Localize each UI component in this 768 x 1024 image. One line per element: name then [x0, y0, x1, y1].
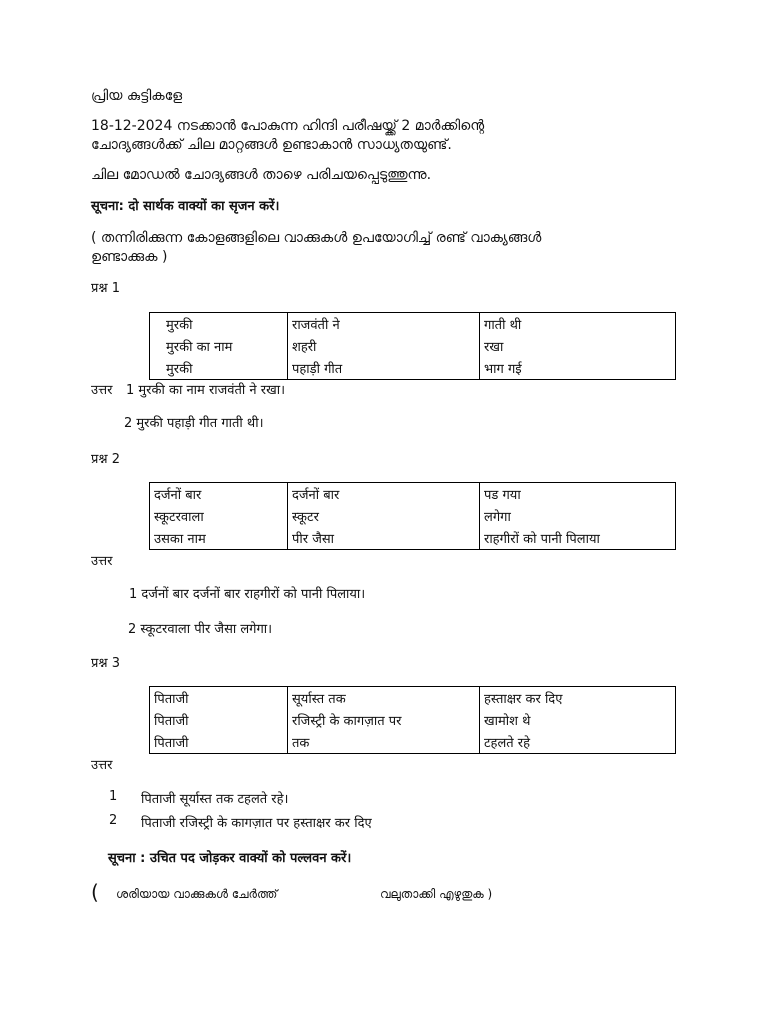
question-3-label: प्रश्न 3 — [91, 656, 120, 671]
table-cell: दर्जनों बार — [150, 483, 288, 506]
table-row — [150, 335, 676, 357]
table-row — [150, 731, 676, 754]
question-3-answer-2: पिताजी रजिस्ट्री के कागज़ात पर हस्ताक्षर कर दिए — [141, 816, 372, 831]
table-cell: पीर जैसा — [288, 527, 480, 550]
table-cell: उसका नाम — [150, 527, 288, 550]
table-cell: गाती थी — [480, 313, 676, 336]
question-1-answer-label: उत्तर — [91, 383, 113, 398]
table-cell: लगेगा — [480, 505, 676, 527]
table-cell: भाग गई — [480, 357, 676, 380]
table-cell: शहरी — [288, 335, 480, 357]
question-1-label: प्रश्न 1 — [91, 281, 120, 296]
table-cell: रखा — [480, 335, 676, 357]
instruction-ml-line-1: ( തന്നിരിക്കുന്ന കോളങ്ങളിലെ വാക്കുകൾ ഉപയോഗിച്ച് രണ്ട് വാക്യങ്ങൾ — [91, 230, 542, 246]
table-cell: पड गया — [480, 483, 676, 506]
table-cell: सूर्यास्त तक — [288, 687, 480, 710]
instruction-heading: सूचना: दो सार्थक वाक्यों का सृजन करें। — [91, 199, 280, 214]
greeting: പ്രിയ കുട്ടികളേ — [91, 88, 183, 104]
table-cell: राजवंती ने — [288, 313, 480, 336]
table-row — [150, 709, 676, 731]
table-row — [150, 527, 676, 550]
question-1-answer-1: 1 मुरकी का नाम राजवंती ने रखा। — [126, 383, 286, 398]
table-cell: खामोश थे — [480, 709, 676, 731]
table-cell: हस्ताक्षर कर दिए — [480, 687, 676, 710]
table-cell: रजिस्ट्री के कागज़ात पर — [288, 709, 480, 731]
intro-line-3: ചില മോഡൽ ചോദ്യങ്ങൾ താഴെ പരിചയപ്പെടുത്തുന്നു. — [91, 167, 432, 183]
table-cell: मुरकी — [150, 313, 288, 336]
table-cell: राहगीरों को पानी पिलाया — [480, 527, 676, 550]
table-cell: टहलते रहे — [480, 731, 676, 754]
question-1-answer-2: 2 मुरकी पहाड़ी गीत गाती थी। — [124, 416, 264, 431]
instruction-ml-line-2: ഉണ്ടാക്കുക ) — [91, 249, 168, 265]
question-3-table — [149, 686, 676, 754]
question-3-answer-label: उत्तर — [91, 758, 113, 773]
table-cell: स्कूटर — [288, 505, 480, 527]
question-2-answer-1: 1 दर्जनों बार दर्जनों बार राहगीरों को पानी पिलाया। — [129, 587, 366, 602]
footer-open-paren: ( — [91, 880, 99, 904]
intro-line-1: 18-12-2024 നടക്കാൻ പോകുന്ന ഹിന്ദി പരീഷയ്ക്ക് 2 മാർക്കിന്റെ — [91, 118, 485, 134]
table-cell: पहाड़ी गीत — [288, 357, 480, 380]
instruction-2-heading: सूचना : उचित पद जोड़कर वाक्यों को पल्लवन करें। — [108, 851, 352, 866]
table-row — [150, 313, 676, 336]
table-cell: दर्जनों बार — [288, 483, 480, 506]
table-row — [150, 505, 676, 527]
table-row — [150, 483, 676, 506]
table-cell: मुरकी — [150, 357, 288, 380]
question-1-table — [149, 312, 676, 380]
footer-part-2: വലുതാക്കി എഴുതുക ) — [380, 887, 493, 901]
question-2-table — [149, 482, 676, 550]
question-2-answer-label: उत्तर — [91, 554, 113, 569]
intro-line-2: ചോദ്യങ്ങൾക്ക് ചില മാറ്റങ്ങൾ ഉണ്ടാകാൻ സാധ്യതയുണ്ട്. — [91, 137, 452, 153]
table-cell: पिताजी — [150, 687, 288, 710]
table-cell: तक — [288, 731, 480, 754]
footer-part-1: ശരിയായ വാക്കുകൾ ചേർത്ത് — [116, 887, 278, 901]
table-row — [150, 687, 676, 710]
table-cell: पिताजी — [150, 731, 288, 754]
question-2-label: प्रश्न 2 — [91, 452, 120, 467]
question-3-answer-2-number: 2 — [109, 813, 118, 828]
question-3-answer-1: पिताजी सूर्यास्त तक टहलते रहे। — [141, 792, 289, 807]
table-cell: मुरकी का नाम — [150, 335, 288, 357]
question-2-answer-2: 2 स्कूटरवाला पीर जैसा लगेगा। — [128, 622, 273, 637]
question-3-answer-1-number: 1 — [109, 789, 118, 804]
table-cell: स्कूटरवाला — [150, 505, 288, 527]
table-cell: पिताजी — [150, 709, 288, 731]
table-row — [150, 357, 676, 380]
